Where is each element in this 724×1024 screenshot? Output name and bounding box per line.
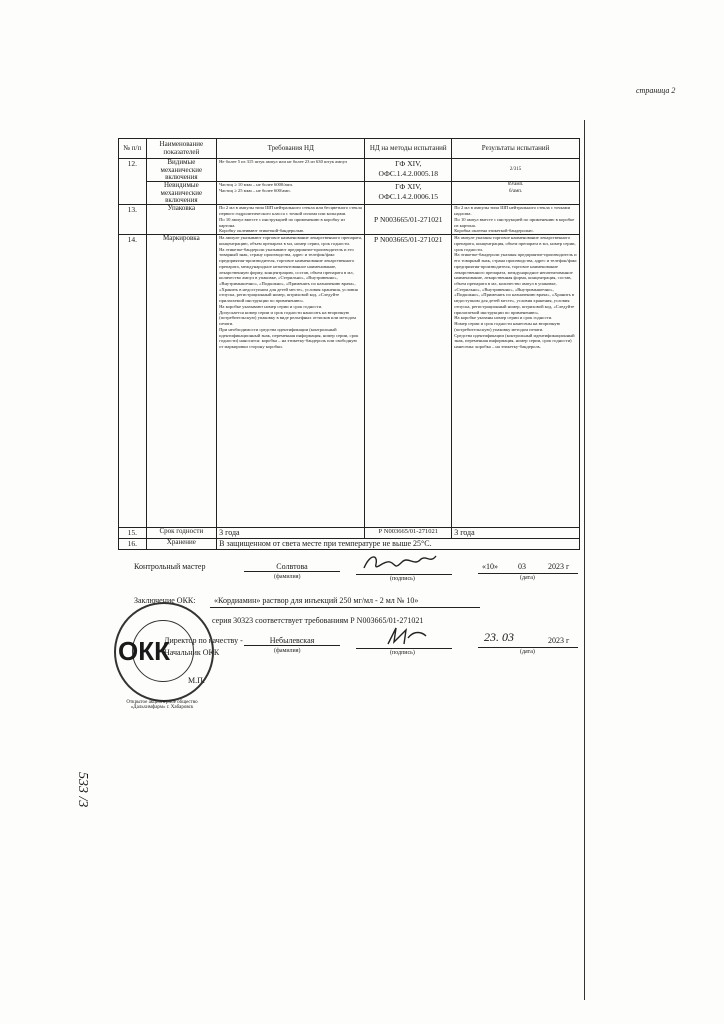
scan-line bbox=[584, 120, 585, 1000]
header-no: № п/п bbox=[119, 139, 147, 159]
row-16-storage-text: В защищенном от света месте при температуре не выше 25°С. bbox=[217, 539, 580, 550]
director-date: 23. 03 bbox=[484, 630, 514, 644]
row-14-result: На ампуле указаны торговое наименование лекарственного препарата, концентрация, объем препарата в мл, номер серии, срок годности. На этикетке-бандероли указаны предприятие-производитель и его товарный знак, страна производства, адрес и телефон/факс предприятия-производителя, торговое наименование лекарственного препарата, международное непатентованное наименование, лекарственная форма, концентрация, состав, объем препарата в мл, количество ампул в упаковке, «Стерильно», «Внутривенно», «Внутримышечно», «Подкожно», «Применять по назначению врача», «Хранить в недоступном для детей месте», условия хранения, условия отпуска, регистрационный номер, штриховой код, «Следуйте прилагаемой инструкции по применению». На коробке указаны номер серии и срок годности. Номер серии и срок годности нанесены на вторичную (потребительскую) упаковку методом печати. Средства идентификации (контрольный идентификационный знак, переменная информация, номер серии, срок годности) нанесены: коробка – на этикетку-бандероль. bbox=[452, 235, 580, 528]
okk-stamp-text: ОКК bbox=[118, 636, 170, 666]
control-day: «10» bbox=[482, 562, 498, 571]
header-indicator: Наименование показателей bbox=[146, 139, 217, 159]
control-name-caption: (фамилия) bbox=[274, 574, 301, 580]
row-14-requirement: На ампуле указывают торговое наименование лекарственного препарата, концентрацию, объем препарата в мл, номер серии, срок годности. На этикетке-бандероли указывают предприятие-производитель и его товарный знак, страну производства, адрес и телефон/факс предприятия-производителя, торговое наименование лекарственного препарата, международное непатентованное наименование, лекарственную форму, концентрацию, состав, объем препарата в мл, количество ампул в упаковке, «Стерильно», «Внутривенно», «Внутримышечно», «Подкожно», «Применять по назначению врача», «Хранить в недоступном для детей месте», условия хранения, условия отпуска, регистрационный номер, штриховой код, «Следуйте прилагаемой инструкции по применению». На коробке указывают номер серии и срок годности. Допускается номер серии и срок годности наносить на вторичную (потребительскую) упаковку в виде рельефных оттисков или методом печати. При необходимости средства идентификации (контрольный идентификационный знак, переменная информация, номер серии, срок годности) наносятся: коробка – на этикетку-бандероль или свободную от маркировки сторону коробки. bbox=[217, 235, 365, 528]
director-date-caption: (дата) bbox=[520, 649, 535, 655]
row-12-no: 12. bbox=[119, 159, 147, 205]
conclusion-line bbox=[210, 607, 480, 608]
row-12a-requirement: Не более 5 из 315 штук ампул или не более 23 из 630 штук ампул bbox=[217, 159, 365, 182]
stamp-place: М.П. bbox=[188, 676, 205, 685]
director-date-line bbox=[478, 647, 578, 648]
row-12a-indicator: Видимые механические включения bbox=[146, 159, 217, 182]
page-number: страница 2 bbox=[636, 86, 676, 95]
director-label: Директор по качеству - bbox=[164, 636, 243, 645]
row-15-no: 15. bbox=[119, 528, 147, 539]
results-table bbox=[118, 138, 580, 550]
control-signature bbox=[360, 550, 440, 574]
director-year: 2023 г bbox=[548, 636, 570, 645]
row-16-no: 16. bbox=[119, 539, 147, 550]
conclusion-series: серия 30323 соответствует требованиям Р N003665/01-271021 bbox=[212, 616, 424, 625]
table-row bbox=[119, 159, 580, 182]
director-signature bbox=[382, 624, 432, 648]
conclusion-product: «Кордиамин» раствор для инъекций 250 мг/мл - 2 мл № 10» bbox=[214, 596, 419, 605]
row-15-method: Р N003665/01-271021 bbox=[365, 528, 452, 539]
director-label-2: Начальник ОКК bbox=[164, 648, 220, 657]
control-year: 2023 г bbox=[548, 562, 570, 571]
row-12b-indicator: Невидимые механические включения bbox=[146, 182, 217, 205]
row-13-requirement: По 2 мл в ампулы типа ШП нейтрального стекла или бесцветного стекла первого гидролитического класса с точкой излома или кольцами. По 10 ампул вместе с инструкцией по применению в коробку из картона. Коробку оклеивают этикеткой-бандеролью. bbox=[217, 205, 365, 235]
row-13-method: Р N003665/01-271021 bbox=[365, 205, 452, 235]
control-master-name: Солвтова bbox=[244, 562, 340, 572]
row-12b-method: ГФ XIV, ОФС.1.4.2.0006.15 bbox=[365, 182, 452, 205]
control-sign-caption: (подпись) bbox=[390, 576, 415, 582]
row-12a-method: ГФ XIV, ОФС.1.4.2.0005.18 bbox=[365, 159, 452, 182]
table-header-row bbox=[119, 139, 580, 159]
control-sign-line bbox=[356, 574, 452, 575]
conclusion-label: Заключение ОКК: bbox=[134, 596, 196, 605]
row-16-indicator: Хранение bbox=[146, 539, 217, 550]
row-12b-requirement: Частиц ≥ 10 мкм – не более 6000/амп. Частиц ≥ 25 мкм – не более 600/амп. bbox=[217, 182, 365, 205]
table-row bbox=[119, 205, 580, 235]
okk-stamp-ring-text: Открытое акционерное общество «Дальхимфарм» г. Хабаровск bbox=[126, 700, 198, 710]
handwritten-note: 533 /3 bbox=[75, 772, 90, 808]
control-master-label: Контрольный мастер bbox=[134, 562, 206, 571]
table-row bbox=[119, 539, 580, 550]
header-method: НД на методы испытаний bbox=[365, 139, 452, 159]
table-row bbox=[119, 182, 580, 205]
row-15-result: 3 года bbox=[452, 528, 580, 539]
table-row bbox=[119, 235, 580, 528]
row-13-no: 13. bbox=[119, 205, 147, 235]
row-13-result: По 2 мл в ампулы типа ШП нейтрального стекла с точками надлома. По 10 ампул вместе с инструкцией по применению в коробке из картона. Коробка оклеена этикеткой-бандеролью. bbox=[452, 205, 580, 235]
director-sign-caption: (подпись) bbox=[390, 650, 415, 656]
director-name-caption: (фамилия) bbox=[274, 648, 301, 654]
row-14-method: Р N003665/01-271021 bbox=[365, 235, 452, 528]
row-15-requirement: 3 года bbox=[217, 528, 365, 539]
row-14-no: 14. bbox=[119, 235, 147, 528]
row-15-indicator: Срок годности bbox=[146, 528, 217, 539]
control-date-line bbox=[478, 573, 578, 574]
table-row bbox=[119, 528, 580, 539]
director-sign-line bbox=[356, 648, 452, 649]
signature-icon bbox=[360, 550, 440, 574]
control-date-caption: (дата) bbox=[520, 575, 535, 581]
header-requirements: Требования НД bbox=[217, 139, 365, 159]
header-results: Результаты испытаний bbox=[452, 139, 580, 159]
control-month: 03 bbox=[518, 562, 526, 571]
row-14-indicator: Маркировка bbox=[146, 235, 217, 528]
row-13-indicator: Упаковка bbox=[146, 205, 217, 235]
row-12b-result: 69/амп. 6/амп. bbox=[452, 182, 580, 205]
row-12a-result: 2/315 bbox=[452, 159, 580, 182]
signature-icon bbox=[382, 624, 432, 648]
director-name: Небылевская bbox=[244, 636, 340, 646]
